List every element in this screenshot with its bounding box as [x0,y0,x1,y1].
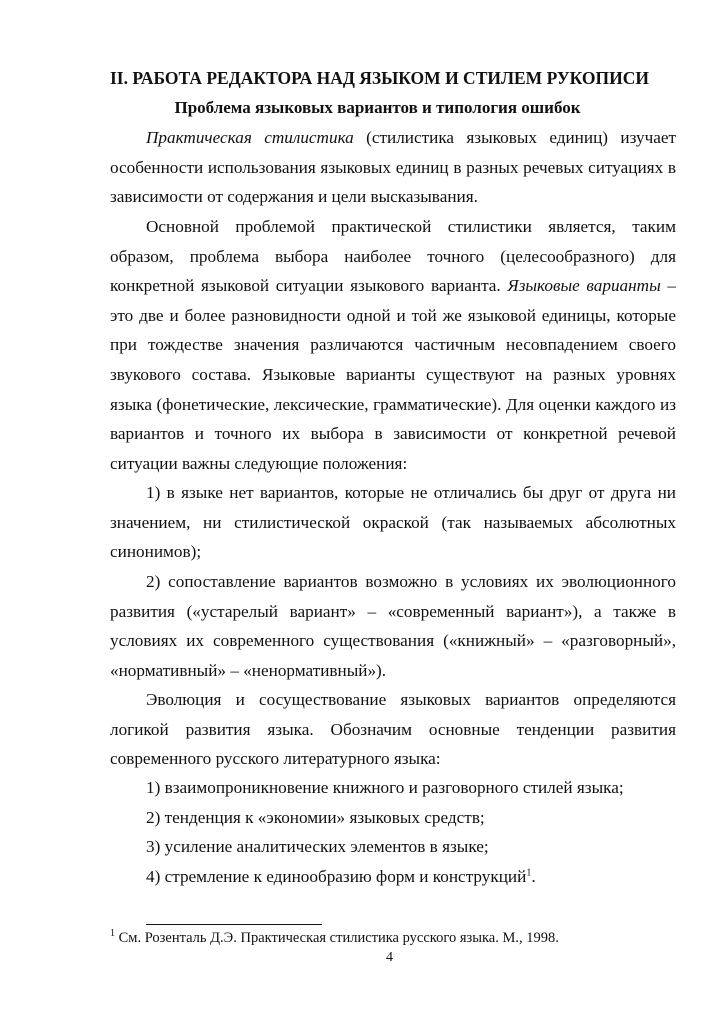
paragraph-text: 2) сопоставление вариантов возможно в условиях их эволюционного развития («устарелый вариант» – «современный вариант»), а также в условиях их современного существования («книжный» – «разговорный», «нормативный» – «ненормативный»). [110,572,676,680]
paragraph-language-variants [110,212,676,478]
paragraph-text: – это две и более разновидности одной и той же языковой единицы, которые при тождестве значения различаются частичным несовпадением своего звукового состава. Языковые варианты существуют на разных уровнях языка (фонетические, лексические, грамматические). Для оценки каждого из вариантов и точного их выбора в зависимости от конкретной речевой ситуации важны следующие положения: [110,276,676,473]
paragraph-text: 1) в языке нет вариантов, которые не отличались бы друг от друга ни значением, ни стилистической окраской (так называемых абсолютных синонимов); [110,483,676,562]
chapter-title: II. РАБОТА РЕДАКТОРА НАД ЯЗЫКОМ И СТИЛЕМ РУКОПИСИ [110,68,650,88]
footnote-mark: 1 [110,928,115,940]
list-item: 4) стремление к единообразию форм и конструкций$^1$. [146,867,536,886]
paragraph-text: Эволюция и сосуществование языковых вариантов определяются логикой развития языка. Обозначим основные тенденции развития современного русского литературного языка: [110,690,676,769]
term-language-variants: Языковые варианты [507,276,661,296]
paragraph-position-2 [110,567,676,685]
paragraph-text: (стилистика языковых единиц) изучает особенности использования языковых единиц в разных речевых ситуациях в зависимости от содержания и цели высказывания. [110,128,677,207]
footnote-reference[interactable]: 1 [526,867,532,879]
section-subtitle: Проблема языковых вариантов и типология ошибок [174,98,581,117]
paragraph-evolution [110,685,676,774]
footnote-separator [146,924,322,925]
list-item: 3) усиление аналитических элементов в языке; [146,837,489,856]
footnote [110,930,559,947]
list-item: 2) тенденция к «экономии» языковых средств; [146,808,485,827]
paragraph-practical-stylistics [110,123,676,212]
term-practical-stylistics: Практическая стилистика [146,128,354,147]
list-item: 1) взаимопроникновение книжного и разговорного стилей языка; [146,778,624,797]
paragraph-position-1 [110,478,676,567]
footnote-text: См. Розенталь Д.Э. Практическая стилистика русского языка. М., 1998. [115,930,559,946]
paragraph-text: Основной проблемой практической стилистики является, таким образом, проблема выбора наиболее точного (целесообразного) для конкретной языковой ситуации языкового варианта. [110,217,676,296]
page-number: 4 [386,950,393,965]
